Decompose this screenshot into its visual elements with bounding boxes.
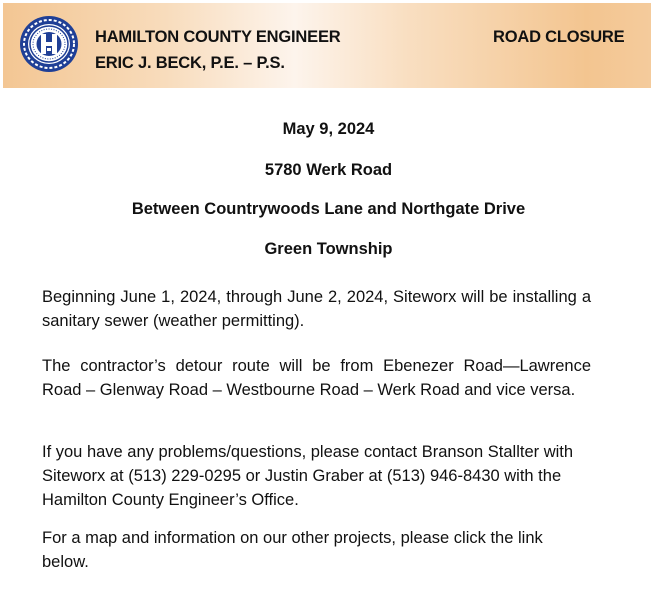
notice-date: May 9, 2024	[282, 120, 375, 138]
hamilton-county-seal-icon	[19, 15, 79, 73]
org-name: HAMILTON COUNTY ENGINEER	[95, 28, 341, 46]
paragraph-map-link: For a map and information on our other projects, please click the link below.	[42, 529, 543, 571]
header-band	[3, 3, 651, 88]
engineer-name: ERIC J. BECK, P.E. – P.S.	[95, 54, 285, 72]
notice-limits: Between Countrywoods Lane and Northgate Drive	[131, 200, 526, 218]
paragraph-work-dates: Beginning June 1, 2024, through June 2, 2024, Siteworx will be installing a sanitary sewer (weather permitting).	[42, 288, 591, 330]
notice-address: 5780 Werk Road	[264, 161, 393, 179]
notice-township: Green Township	[264, 240, 393, 258]
paragraph-contacts: If you have any problems/questions, please contact Branson Stallter with Siteworx at (513) 229-0295 or Justin Graber at (513) 946-8430 with the Hamilton County Engineer’s Office.	[42, 443, 574, 509]
notice-type: ROAD CLOSURE	[493, 28, 625, 46]
paragraph-detour: The contractor’s detour route will be from Ebenezer Road—Lawrence Road – Glenway Road – Westbourne Road – Werk Road and vice versa.	[42, 357, 591, 399]
